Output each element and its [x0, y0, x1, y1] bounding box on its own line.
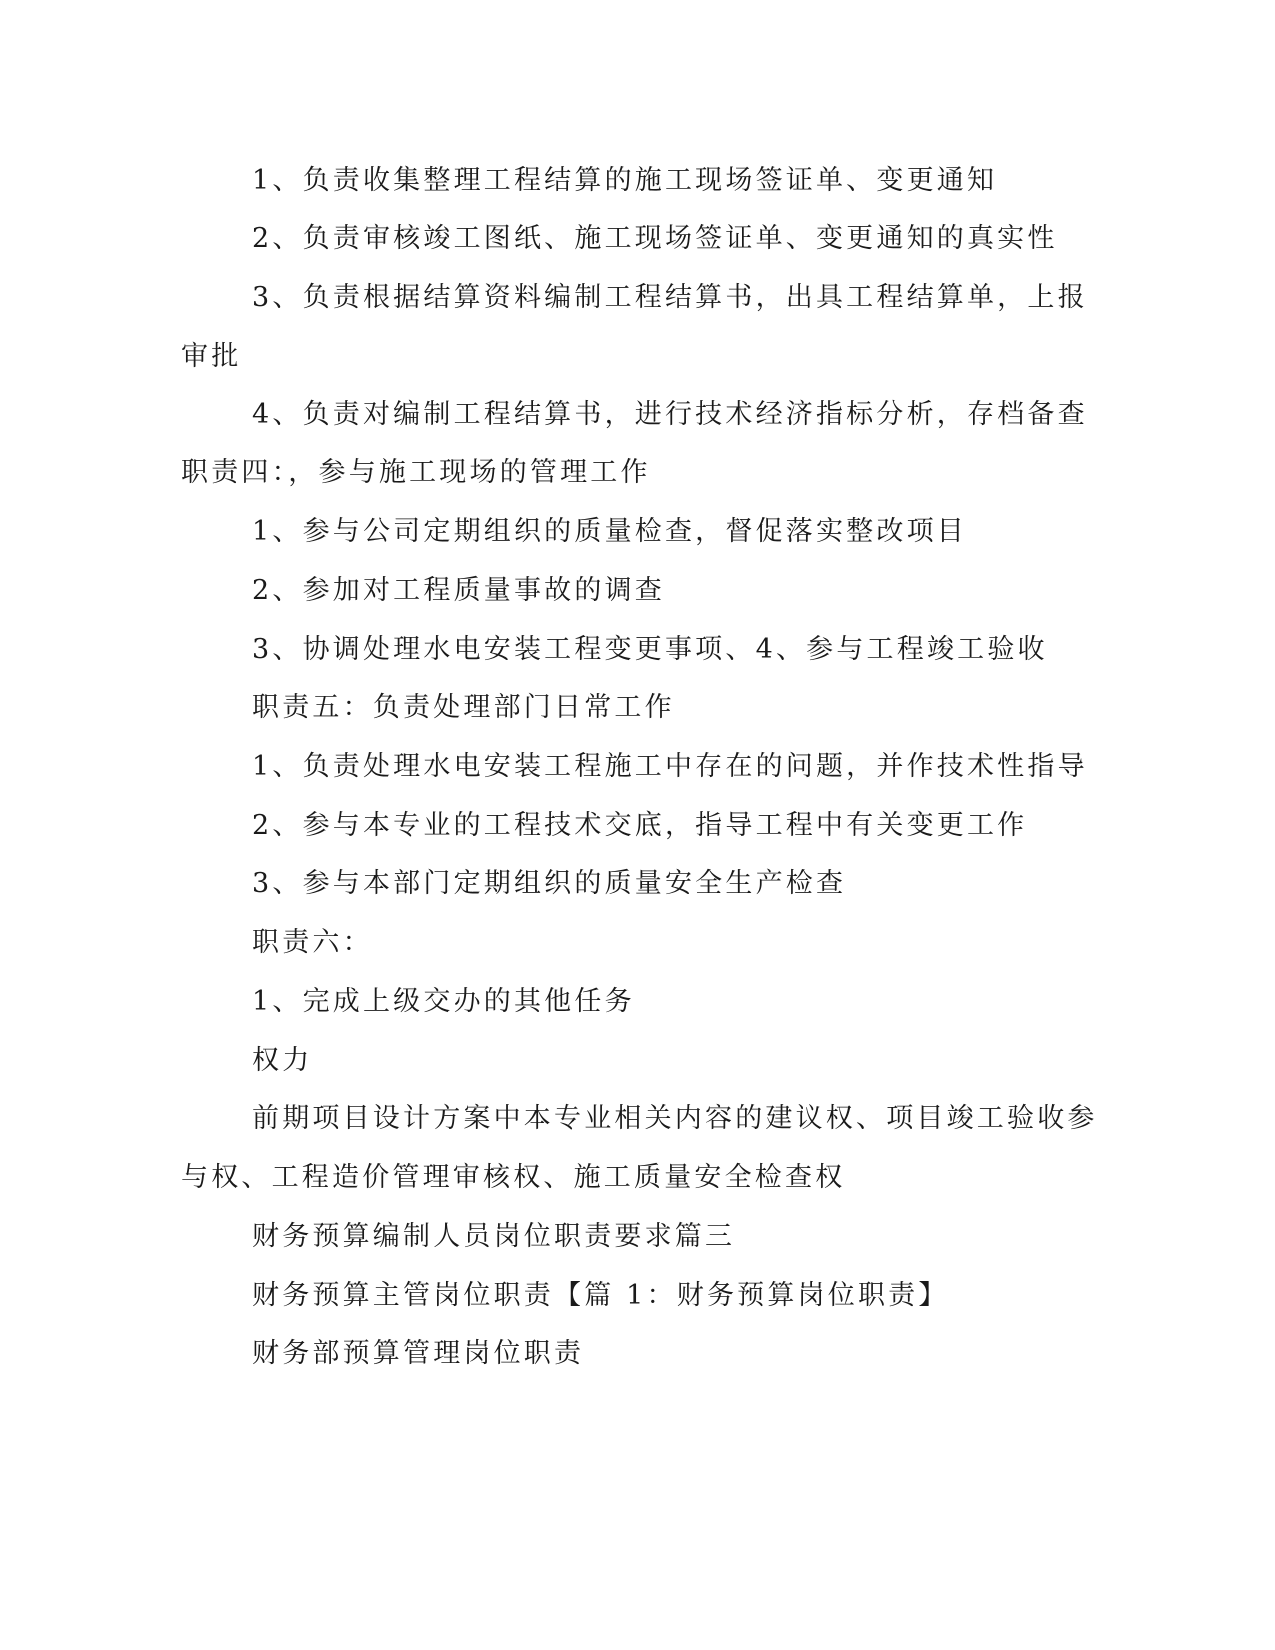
text-line: 审批	[181, 341, 242, 372]
text-line: 与权、工程造价管理审核权、施工质量安全检查权	[181, 1162, 846, 1193]
text-line: 前期项目设计方案中本专业相关内容的建议权、项目竣工验收参	[252, 1103, 1098, 1134]
section-heading: 职责五：负责处理部门日常工作	[252, 692, 675, 723]
text-line: 1、参与公司定期组织的质量检查，督促落实整改项目	[252, 516, 967, 547]
text-line: 4、负责对编制工程结算书，进行技术经济指标分析，存档备查	[252, 399, 1088, 430]
section-heading: 权力	[252, 1045, 313, 1076]
text-line: 2、参与本专业的工程技术交底，指导工程中有关变更工作	[252, 810, 1028, 841]
text-line: 3、协调处理水电安装工程变更事项、4、参与工程竣工验收	[252, 634, 1048, 665]
text-line: 1、负责收集整理工程结算的施工现场签证单、变更通知	[252, 165, 998, 196]
section-heading: 职责六：	[252, 927, 373, 958]
text-line: 2、负责审核竣工图纸、施工现场签证单、变更通知的真实性	[252, 223, 1058, 254]
text-line: 1、负责处理水电安装工程施工中存在的问题，并作技术性指导	[252, 751, 1088, 782]
section-heading: 财务预算主管岗位职责【篇 1：财务预算岗位职责】	[252, 1280, 949, 1311]
section-heading: 财务部预算管理岗位职责	[252, 1338, 585, 1369]
text-line: 2、参加对工程质量事故的调查	[252, 575, 665, 606]
text-line: 3、负责根据结算资料编制工程结算书，出具工程结算单，上报	[252, 282, 1088, 313]
text-line: 3、参与本部门定期组织的质量安全生产检查	[252, 868, 847, 899]
section-heading: 财务预算编制人员岗位职责要求篇三	[252, 1221, 736, 1252]
text-line: 1、完成上级交办的其他任务	[252, 986, 635, 1017]
section-heading: 职责四：，参与施工现场的管理工作	[181, 457, 651, 488]
